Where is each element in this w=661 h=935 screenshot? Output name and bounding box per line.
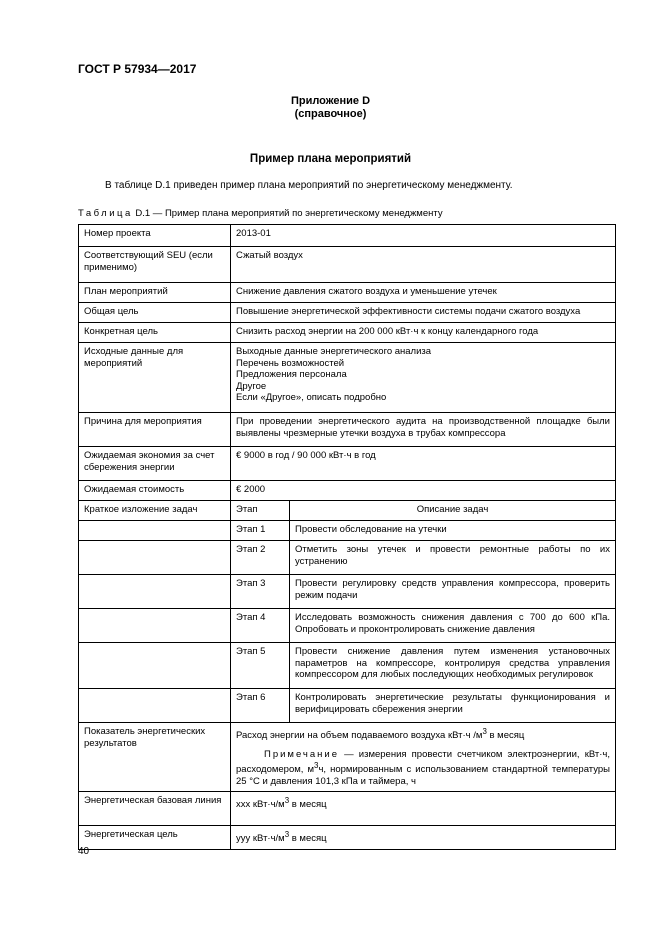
input-line: Другое	[236, 380, 267, 392]
row-value: Снижение давления сжатого воздуха и уменьшение утечек	[231, 283, 616, 303]
note-text: ч, нормированным с использованием стандартной температуры 25 °С и давления 101,3 кПа и таймера, ч	[236, 764, 610, 787]
table-row	[79, 826, 616, 850]
input-line: Перечень возможностей	[236, 357, 345, 369]
row-label: Ожидаемая стоимость	[79, 481, 231, 501]
action-plan-table	[78, 224, 616, 850]
section-title: Пример плана мероприятий	[249, 153, 412, 165]
table-row	[79, 283, 616, 303]
superscript: 3	[314, 761, 319, 771]
row-value: При проведении энергетического аудита на производственной площадке были выявлены чрезмерные утечки воздуха в трубах компрессора	[231, 413, 616, 447]
stage-cell: Этап 4	[231, 609, 290, 643]
empty-cell	[79, 521, 231, 541]
indicator-value	[236, 726, 610, 742]
table-row	[79, 541, 616, 575]
table-row	[79, 575, 616, 609]
caption-text: D.1 — Пример плана мероприятий по энергетическому менеджменту	[132, 208, 443, 219]
table-row	[79, 501, 616, 521]
empty-cell	[79, 609, 231, 643]
table-row	[79, 723, 616, 792]
superscript: 3	[284, 830, 290, 840]
table-row	[79, 225, 616, 247]
note-text: — измерения провести счетчиком электроэнергии, кВт·ч, расходомером, м	[236, 748, 610, 776]
table-row	[79, 413, 616, 447]
row-label: Исходные данные для мероприятий	[79, 343, 231, 413]
table-row	[79, 792, 616, 826]
table-row	[79, 689, 616, 723]
row-label: Общая цель	[79, 303, 231, 323]
row-value	[231, 792, 616, 826]
superscript: 3	[284, 796, 290, 806]
task-cell: Провести регулировку средств управления компрессора, проверить режим подачи	[290, 575, 616, 609]
stage-cell: Этап 5	[231, 643, 290, 689]
table-row	[79, 303, 616, 323]
stage-cell: Этап 2	[231, 541, 290, 575]
row-value	[231, 826, 616, 850]
row-value	[231, 343, 616, 413]
intro-paragraph: В таблице D.1 приведен пример плана мероприятий по энергетическому менеджменту.	[105, 180, 513, 191]
indicator-tail: в месяц	[486, 730, 525, 742]
table-row	[79, 481, 616, 501]
baseline-tail: в месяц	[289, 799, 327, 811]
document-header: ГОСТ Р 57934—2017	[78, 62, 197, 76]
input-line: Если «Другое», описать подробно	[236, 392, 387, 403]
energy-target-text: ууу кВт·ч/м	[236, 833, 285, 845]
row-label: Краткое изложение задач	[79, 501, 231, 521]
task-cell: Контролировать энергетические результаты функционирования и верифицировать сбережения энергии	[290, 689, 616, 723]
stage-cell: Этап 6	[231, 689, 290, 723]
table-row	[79, 447, 616, 481]
row-label: Соответствующий SEU (если применимо)	[79, 247, 231, 283]
row-label: Энергетическая базовая линия	[79, 792, 231, 826]
superscript: 3	[482, 727, 487, 736]
empty-cell	[79, 575, 231, 609]
row-label: План мероприятий	[79, 283, 231, 303]
row-label: Номер проекта	[79, 225, 231, 247]
empty-cell	[79, 643, 231, 689]
row-value: Повышение энергетической эффективности системы подачи сжатого воздуха	[231, 303, 616, 323]
stage-cell: Этап 3	[231, 575, 290, 609]
row-label: Показатель энергетических результатов	[79, 723, 231, 792]
task-cell: Провести обследование на утечки	[290, 521, 616, 541]
table-row	[79, 323, 616, 343]
indicator-text: Расход энергии на объем подаваемого воздуха кВт·ч /м	[236, 730, 483, 742]
task-description-header: Описание задач	[290, 501, 616, 521]
input-line: Выходные данные энергетического анализа	[236, 346, 432, 357]
note-label: Примечание	[264, 748, 339, 760]
table-row	[79, 247, 616, 283]
empty-cell	[79, 689, 231, 723]
row-value	[231, 723, 616, 792]
row-value: € 9000 в год / 90 000 кВт·ч в год	[231, 447, 616, 481]
row-label: Ожидаемая экономия за счет сбережения энергии	[79, 447, 231, 481]
table-row	[79, 609, 616, 643]
annex-subtitle: (справочное)	[294, 108, 367, 120]
row-value: Сжатый воздух	[231, 247, 616, 283]
row-value: € 2000	[231, 481, 616, 501]
task-cell: Провести снижение давления путем изменения установочных параметров на компрессоре, контролируя средства управления компрессором для любых последующих необходимых регулировок	[290, 643, 616, 689]
page-number: 40	[78, 846, 90, 857]
table-row	[79, 343, 616, 413]
row-value: Снизить расход энергии на 200 000 кВт·ч к концу календарного года	[231, 323, 616, 343]
row-value: 2013-01	[231, 225, 616, 247]
indicator-note	[236, 749, 610, 788]
baseline-text: ххх кВт·ч/м	[236, 799, 285, 811]
task-cell: Отметить зоны утечек и провести ремонтные работы по их устранению	[290, 541, 616, 575]
row-label: Энергетическая цель	[79, 826, 231, 850]
stage-header: Этап	[231, 501, 290, 521]
table-row	[79, 643, 616, 689]
table-caption	[78, 208, 443, 219]
row-label: Конкретная цель	[79, 323, 231, 343]
table-row	[79, 521, 616, 541]
annex-title: Приложение D	[290, 95, 371, 107]
task-cell: Исследовать возможность снижения давления с 700 до 600 кПа. Опробовать и проконтролировать снижение давления	[290, 609, 616, 643]
energy-target-tail: в месяц	[289, 833, 327, 845]
empty-cell	[79, 541, 231, 575]
input-line: Предложения персонала	[236, 369, 347, 380]
stage-cell: Этап 1	[231, 521, 290, 541]
caption-label: Таблица	[78, 208, 133, 219]
row-label: Причина для мероприятия	[79, 413, 231, 447]
